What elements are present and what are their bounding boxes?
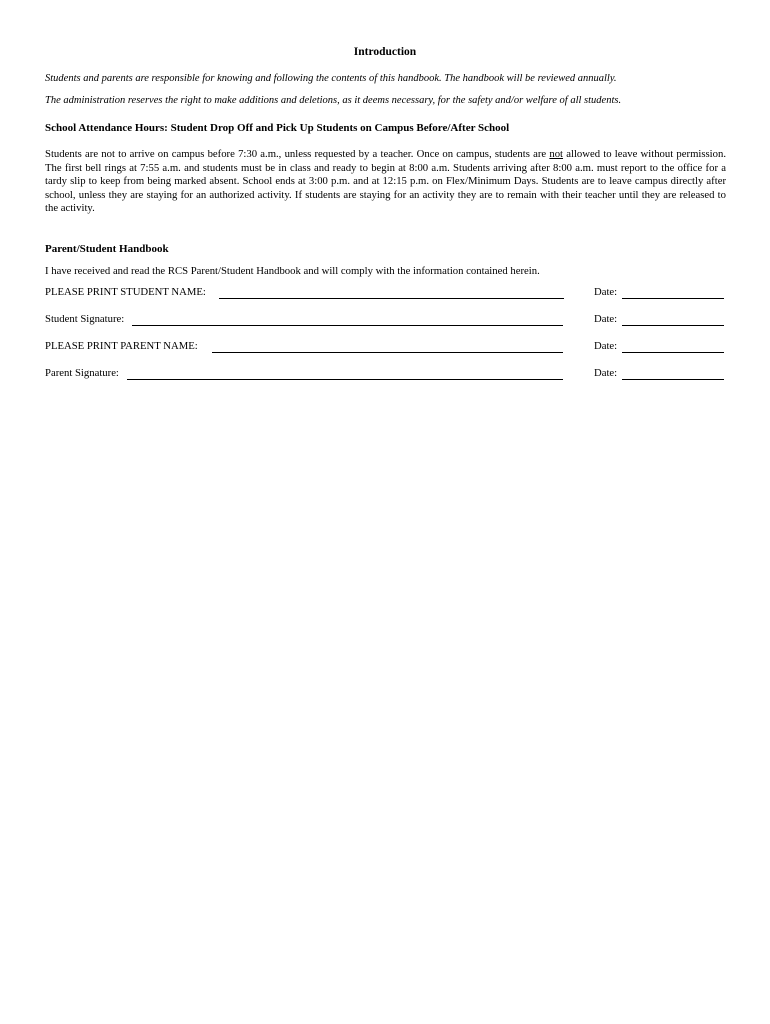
parent-signature-field[interactable]: [127, 379, 563, 380]
parent-name-date-label: Date:: [594, 340, 618, 352]
parent-name-row: [0, 340, 770, 356]
handbook-heading: Parent/Student Handbook: [45, 243, 169, 255]
student-signature-date-field[interactable]: [622, 325, 724, 326]
parent-signature-date-label: Date:: [594, 367, 618, 379]
attendance-heading: School Attendance Hours: Student Drop Off and Pick Up Students on Campus Before/After School: [45, 122, 510, 134]
student-signature-field[interactable]: [132, 325, 563, 326]
parent-signature-label: Parent Signature:: [45, 367, 119, 379]
parent-name-label: PLEASE PRINT PARENT NAME:: [45, 340, 198, 352]
student-name-label: PLEASE PRINT STUDENT NAME:: [45, 286, 206, 298]
intro-administration-text: The administration reserves the right to make additions and deletions, as it deems necessary, for the safety and/or welfare of all students.: [45, 95, 622, 106]
student-signature-date-label: Date:: [594, 313, 618, 325]
attendance-text-end: allowed to leave without permission. The first bell rings at 7:55 a.m. and students must be in class and ready to begin at 8:00 a.m. Students arriving after 8:00 a.m. must report to the office for a tardy slip to keep from being marked absent. School ends at 3:00 p.m. and at 12:15 p.m. on Flex/Minimum Days. Students are to leave campus directly after school, unless they are staying for an authorized activity. If students are staying for an activity they are to remain with their teacher until they are released to the activity.: [45, 148, 726, 214]
page-title: Introduction: [353, 46, 417, 58]
student-signature-row: [0, 313, 770, 329]
attendance-text-start: Students are not to arrive on campus before 7:30 a.m., unless requested by a teacher. Once on campus, students are: [45, 148, 550, 160]
student-signature-label: Student Signature:: [45, 313, 125, 325]
student-name-row: [0, 286, 770, 302]
parent-signature-row: [0, 367, 770, 383]
parent-name-field[interactable]: [212, 352, 563, 353]
student-name-date-field[interactable]: [622, 298, 724, 299]
attendance-paragraph: [45, 148, 726, 216]
acknowledgement-text: I have received and read the RCS Parent/Student Handbook and will comply with the information contained herein.: [45, 265, 540, 277]
student-name-date-label: Date:: [594, 286, 618, 298]
attendance-emphasis: not: [549, 148, 564, 160]
parent-signature-date-field[interactable]: [622, 379, 724, 380]
intro-responsibility-text: Students and parents are responsible for knowing and following the contents of this handbook. The handbook will be reviewed annually.: [45, 73, 617, 84]
student-name-field[interactable]: [219, 298, 564, 299]
parent-name-date-field[interactable]: [622, 352, 724, 353]
